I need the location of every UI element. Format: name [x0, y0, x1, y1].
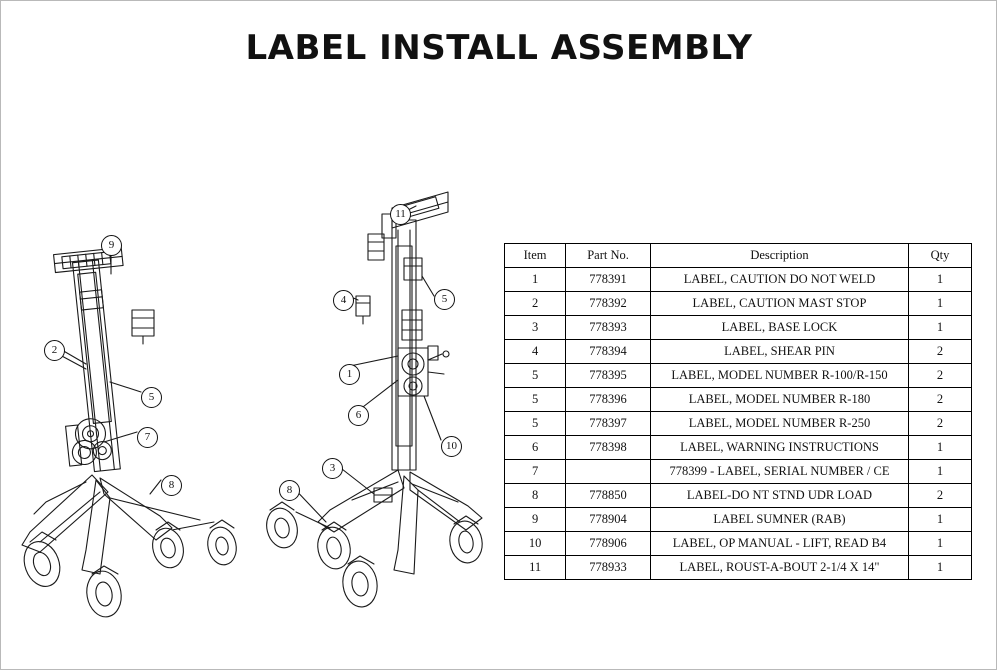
- cell-item: 7: [505, 460, 566, 484]
- parts-table: [504, 243, 972, 580]
- header-description: Description: [650, 244, 908, 268]
- table-row: [505, 508, 972, 532]
- balloon-8b: 8: [279, 480, 300, 501]
- table-row: [505, 268, 972, 292]
- cell-item: 1: [505, 268, 566, 292]
- assembly-drawing: [0, 150, 500, 650]
- cell-qty: 1: [909, 556, 972, 580]
- cell-desc: LABEL, WARNING INSTRUCTIONS: [650, 436, 908, 460]
- table-row: [505, 556, 972, 580]
- balloon-5b: 5: [434, 289, 455, 310]
- cell-item: 5: [505, 412, 566, 436]
- table-row: [505, 412, 972, 436]
- cell-part: 778933: [566, 556, 651, 580]
- page-title: LABEL INSTALL ASSEMBLY: [245, 28, 753, 68]
- table-row: [505, 340, 972, 364]
- balloon-2: 2: [44, 340, 65, 361]
- table-row: [505, 364, 972, 388]
- cell-qty: 1: [909, 508, 972, 532]
- balloon-5: 5: [141, 387, 162, 408]
- cell-desc: LABEL, ROUST-A-BOUT 2-1/4 X 14": [650, 556, 908, 580]
- balloon-4: 4: [333, 290, 354, 311]
- cell-item: 5: [505, 388, 566, 412]
- table-row: [505, 460, 972, 484]
- cell-desc: LABEL, CAUTION DO NOT WELD: [650, 268, 908, 292]
- balloon-7: 7: [137, 427, 158, 448]
- cell-qty: 1: [909, 316, 972, 340]
- cell-qty: 2: [909, 340, 972, 364]
- cell-part: 778391: [566, 268, 651, 292]
- cell-desc: LABEL-DO NT STND UDR LOAD: [650, 484, 908, 508]
- cell-item: 9: [505, 508, 566, 532]
- cell-item: 10: [505, 532, 566, 556]
- table-row: [505, 484, 972, 508]
- balloon-10: 10: [441, 436, 462, 457]
- cell-part: 778393: [566, 316, 651, 340]
- cell-item: 5: [505, 364, 566, 388]
- cell-desc: LABEL, MODEL NUMBER R-180: [650, 388, 908, 412]
- cell-qty: 2: [909, 412, 972, 436]
- balloon-9: 9: [101, 235, 122, 256]
- assembly-linework: [0, 150, 500, 650]
- cell-desc: LABEL SUMNER (RAB): [650, 508, 908, 532]
- cell-desc: LABEL, BASE LOCK: [650, 316, 908, 340]
- cell-part: 778396: [566, 388, 651, 412]
- cell-item: 2: [505, 292, 566, 316]
- header-item: Item: [505, 244, 566, 268]
- cell-item: 8: [505, 484, 566, 508]
- cell-qty: 2: [909, 388, 972, 412]
- header-qty: Qty: [909, 244, 972, 268]
- table-row: [505, 316, 972, 340]
- cell-item: 4: [505, 340, 566, 364]
- table-row: [505, 292, 972, 316]
- header-part-no: Part No.: [566, 244, 651, 268]
- table-row: [505, 436, 972, 460]
- cell-item: 6: [505, 436, 566, 460]
- cell-item: 11: [505, 556, 566, 580]
- balloon-6: 6: [348, 405, 369, 426]
- table-row: [505, 388, 972, 412]
- cell-part: 778906: [566, 532, 651, 556]
- cell-desc: LABEL, MODEL NUMBER R-250: [650, 412, 908, 436]
- cell-part: 778904: [566, 508, 651, 532]
- cell-part: 778395: [566, 364, 651, 388]
- cell-part: [566, 460, 651, 484]
- table-header-row: [505, 244, 972, 268]
- cell-part: 778394: [566, 340, 651, 364]
- cell-part: 778397: [566, 412, 651, 436]
- cell-desc: LABEL, OP MANUAL - LIFT, READ B4: [650, 532, 908, 556]
- cell-qty: 2: [909, 484, 972, 508]
- cell-qty: 1: [909, 532, 972, 556]
- cell-part: 778392: [566, 292, 651, 316]
- cell-qty: 1: [909, 292, 972, 316]
- cell-desc: 778399 - LABEL, SERIAL NUMBER / CE: [650, 460, 908, 484]
- cell-desc: LABEL, CAUTION MAST STOP: [650, 292, 908, 316]
- cell-qty: 1: [909, 268, 972, 292]
- table-row: [505, 532, 972, 556]
- cell-qty: 1: [909, 460, 972, 484]
- cell-qty: 1: [909, 436, 972, 460]
- cell-qty: 2: [909, 364, 972, 388]
- cell-part: 778398: [566, 436, 651, 460]
- balloon-3: 3: [322, 458, 343, 479]
- balloon-8: 8: [161, 475, 182, 496]
- cell-item: 3: [505, 316, 566, 340]
- cell-part: 778850: [566, 484, 651, 508]
- balloon-11: 11: [390, 204, 411, 225]
- cell-desc: LABEL, SHEAR PIN: [650, 340, 908, 364]
- balloon-1: 1: [339, 364, 360, 385]
- cell-desc: LABEL, MODEL NUMBER R-100/R-150: [650, 364, 908, 388]
